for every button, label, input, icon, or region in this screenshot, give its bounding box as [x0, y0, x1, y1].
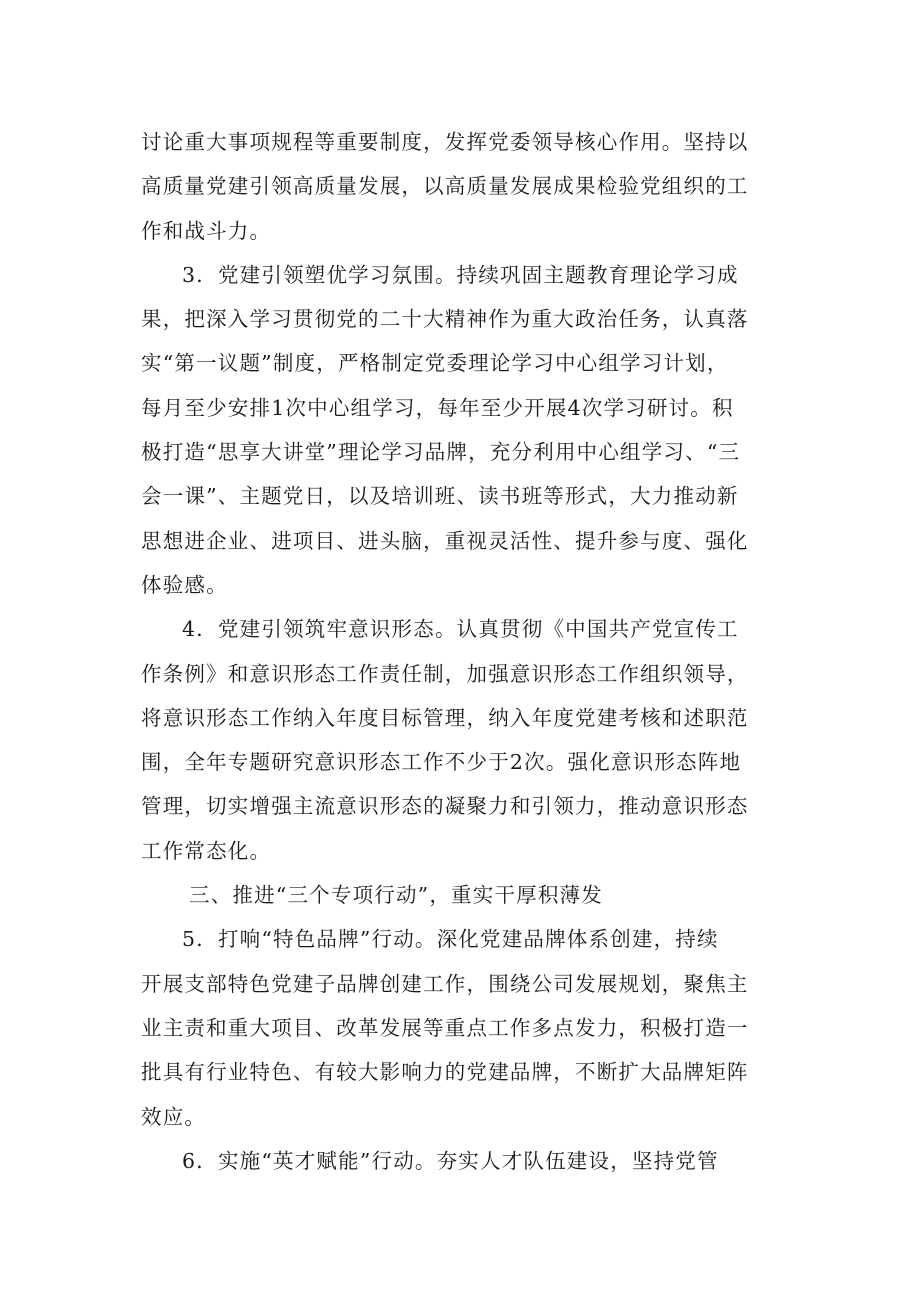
text-line: 讨论重大事项规程等重要制度，发挥党委领导核心作用。坚持以	[141, 130, 749, 154]
text-line: 6．实施“英才赋能”行动。夯实人才队伍建设，坚持党管	[182, 1148, 719, 1173]
paragraph-item-6	[141, 1139, 791, 1183]
paragraph-item-3	[141, 253, 791, 607]
text-line: 围，全年专题研究意识形态工作不少于2次。强化意识形态阵地	[141, 750, 742, 775]
document-body	[141, 120, 791, 1183]
text-line: 将意识形态工作纳入年度目标管理，纳入年度党建考核和述职范	[141, 705, 749, 730]
text-line: 工作常态化。	[141, 838, 272, 863]
text-line: 5．打响“特色品牌”行动。深化党建品牌体系创建，持续	[182, 927, 719, 952]
text-line: 批具有行业特色、有较大影响力的党建品牌，不断扩大品牌矩阵	[141, 1060, 749, 1085]
text-line: 作条例》和意识形态工作责任制，加强意识形态工作组织领导，	[141, 661, 749, 686]
paragraph-intro-continuation	[141, 120, 791, 253]
section-heading	[141, 873, 791, 917]
text-line: 思想进企业、进项目、进头脑，重视灵活性、提升参与度、强化	[141, 528, 749, 553]
text-line: 业主责和重大项目、改革发展等重点工作多点发力，积极打造一	[141, 1015, 749, 1040]
text-line: 4．党建引领筑牢意识形态。认真贯彻《中国共产党宣传工	[182, 617, 739, 642]
text-line: 果，把深入学习贯彻党的二十大精神作为重大政治任务，认真落	[141, 307, 749, 332]
text-line: 每月至少安排1次中心组学习，每年至少开展4次学习研讨。积	[141, 395, 734, 420]
text-line: 3．党建引领塑优学习氛围。持续巩固主题教育理论学习成	[182, 262, 739, 287]
text-line: 作和战斗力。	[141, 218, 272, 243]
text-line: 实“第一议题”制度，严格制定党委理论学习中心组学习计划，	[141, 351, 729, 376]
text-line: 会一课”、主题党日，以及培训班、读书班等形式，大力推动新	[141, 484, 739, 509]
text-line: 效应。	[141, 1104, 207, 1129]
text-line: 开展支部特色党建子品牌创建工作，围绕公司发展规划，聚焦主	[141, 971, 749, 996]
text-line: 体验感。	[141, 572, 228, 597]
section-heading-text: 三、推进“三个专项行动”，重实干厚积薄发	[189, 883, 603, 908]
paragraph-item-5	[141, 917, 791, 1138]
text-line: 高质量党建引领高质量发展，以高质量发展成果检验党组织的工	[141, 174, 749, 199]
paragraph-item-4	[141, 607, 791, 873]
text-line: 极打造“思享大讲堂”理论学习品牌，充分利用中心组学习、“三	[141, 440, 741, 465]
text-line: 管理，切实增强主流意识形态的凝聚力和引领力，推动意识形态	[141, 794, 749, 819]
